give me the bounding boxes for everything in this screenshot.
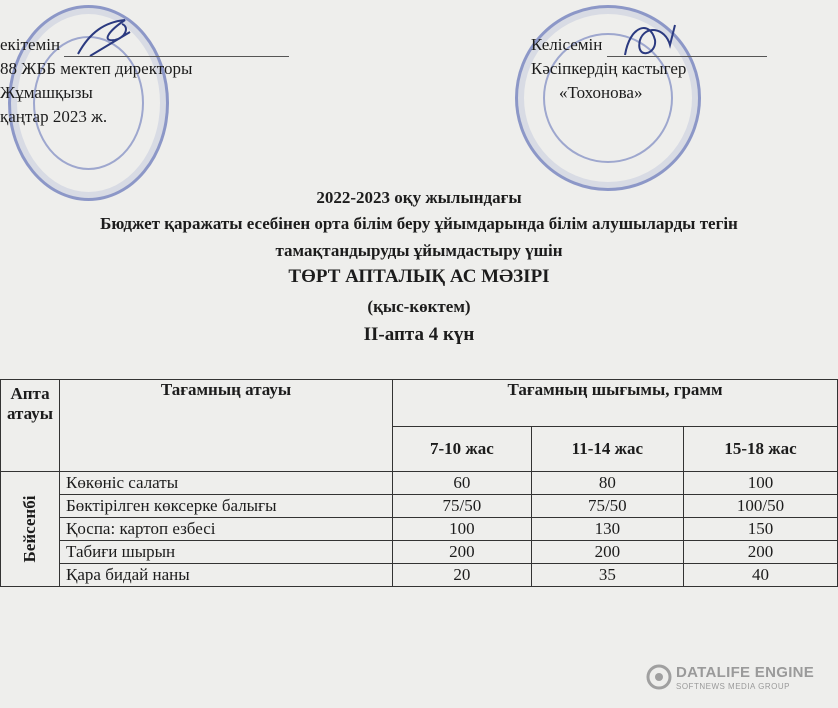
approval-left-line3: Жұмашқызы xyxy=(0,83,93,102)
datalife-logo-icon xyxy=(646,664,672,690)
dish-name: Қара бидай наны xyxy=(60,564,393,587)
day-cell xyxy=(1,472,60,587)
dish-name: Көкөніс салаты xyxy=(60,472,393,495)
yield-value: 100/50 xyxy=(683,495,837,518)
table-row xyxy=(1,564,838,587)
table-row xyxy=(1,541,838,564)
title-line-2: Бюджет қаражаты есебінен орта білім беру ұйымдарында білім алушыларды тегін xyxy=(100,214,738,233)
yield-value: 40 xyxy=(683,564,837,587)
yield-value: 75/50 xyxy=(393,495,532,518)
week-day-label: ІІ-апта 4 күн xyxy=(363,324,475,345)
col-yield-header: Тағамның шығымы, грамм xyxy=(393,380,838,427)
col-week-header: Апта атауы xyxy=(1,380,60,472)
yield-value: 100 xyxy=(393,518,532,541)
approval-block-left xyxy=(0,33,289,129)
signature-line-left xyxy=(64,38,289,57)
approval-right-line2: Кәсіпкердің кастыгер xyxy=(531,59,687,78)
age-group-header: 11-14 жас xyxy=(531,427,683,472)
yield-value: 200 xyxy=(393,541,532,564)
yield-value: 200 xyxy=(531,541,683,564)
watermark-title: DATALIFE ENGINE xyxy=(676,664,815,681)
approval-left-line2: 88 ЖББ мектеп директоры xyxy=(0,59,193,78)
table-row xyxy=(1,472,838,495)
yield-value: 35 xyxy=(531,564,683,587)
academic-year: 2022-2023 оқу жылындағы xyxy=(316,188,522,207)
yield-value: 75/50 xyxy=(531,495,683,518)
yield-value: 150 xyxy=(683,518,837,541)
yield-value: 80 xyxy=(531,472,683,495)
approval-left-line1: екітемін xyxy=(0,35,61,54)
season-label: (қыс-көктем) xyxy=(367,297,471,316)
age-group-header: 15-18 жас xyxy=(683,427,837,472)
approval-block-right xyxy=(531,33,767,105)
yield-value: 130 xyxy=(531,518,683,541)
signature-line-right xyxy=(607,38,767,57)
age-group-header: 7-10 жас xyxy=(393,427,532,472)
dish-name: Табиғи шырын xyxy=(60,541,393,564)
day-label: Бейсенбі xyxy=(20,495,40,563)
page-title: ТӨРТ АПТАЛЫҚ АС МӘЗІРІ xyxy=(288,266,550,287)
title-line-3: тамақтандыруды ұйымдастыру үшін xyxy=(275,241,563,260)
dish-name: Қоспа: картоп езбесі xyxy=(60,518,393,541)
col-dish-header: Тағамның атауы xyxy=(60,380,393,472)
table-header-row xyxy=(1,380,838,427)
approval-right-line3: «Тохонова» xyxy=(559,83,643,102)
watermark-subtitle: SOFTNEWS MEDIA GROUP xyxy=(676,682,791,691)
yield-value: 100 xyxy=(683,472,837,495)
yield-value: 60 xyxy=(393,472,532,495)
yield-value: 20 xyxy=(393,564,532,587)
dish-name: Бөктірілген көксерке балығы xyxy=(60,495,393,518)
yield-value: 200 xyxy=(683,541,837,564)
approval-left-line4: қаңтар 2023 ж. xyxy=(0,107,108,126)
table-row xyxy=(1,495,838,518)
approval-right-line1: Келісемін xyxy=(531,35,603,54)
menu-table xyxy=(0,379,838,587)
table-row xyxy=(1,518,838,541)
